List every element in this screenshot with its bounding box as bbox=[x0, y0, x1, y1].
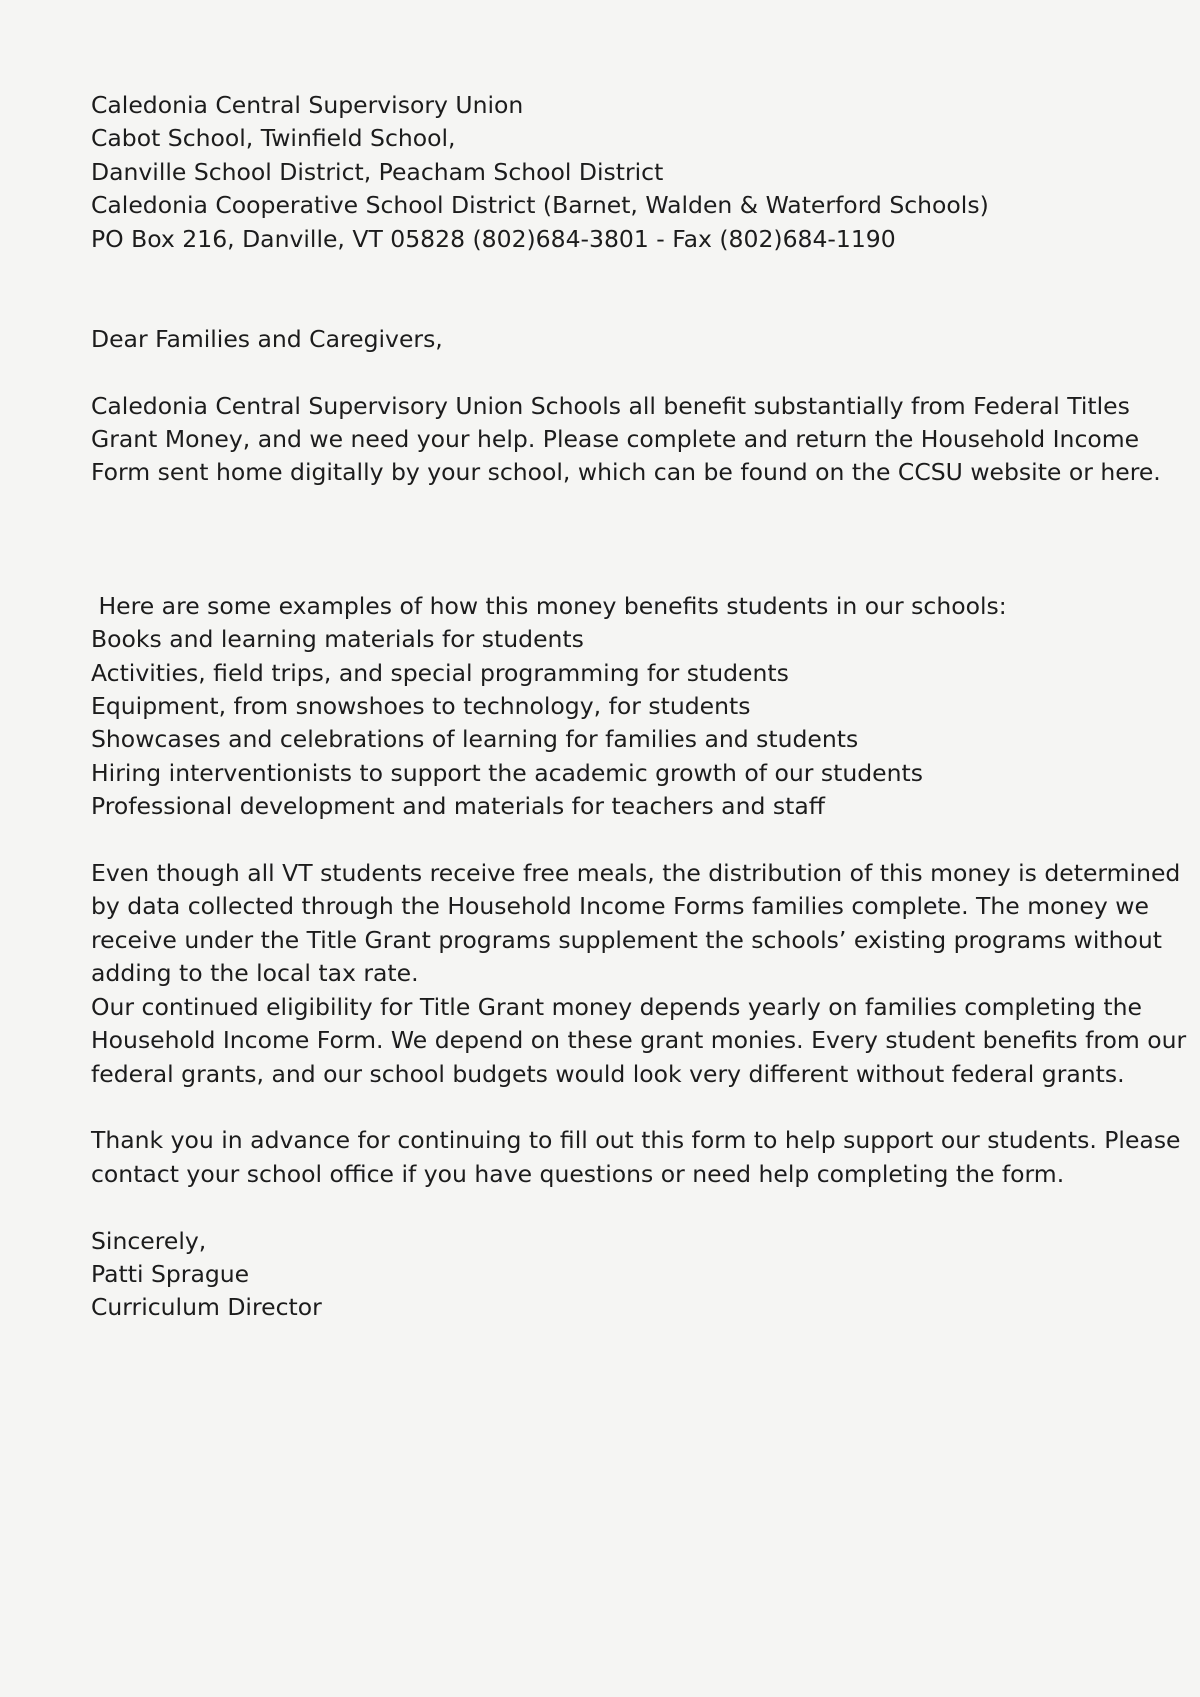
example-item: Books and learning materials for students bbox=[91, 625, 584, 654]
example-item: Showcases and celebrations of learning for families and students bbox=[91, 725, 859, 754]
letterhead bbox=[91, 89, 1196, 256]
spacer bbox=[91, 1091, 1196, 1124]
spacer bbox=[91, 256, 1196, 323]
signer-name: Patti Sprague bbox=[91, 1259, 250, 1288]
examples-intro: Here are some examples of how this money benefits students in our schools: bbox=[91, 591, 1007, 620]
letter-body bbox=[91, 89, 1196, 1325]
closing: Sincerely, bbox=[91, 1226, 207, 1255]
spacer bbox=[91, 824, 1196, 857]
example-item: Hiring interventionists to support the academic growth of our students bbox=[91, 758, 923, 787]
letterhead-org-name: Caledonia Central Supervisory Union bbox=[91, 91, 524, 119]
spacer bbox=[91, 490, 1196, 590]
signature-block bbox=[91, 1225, 1196, 1325]
intro-paragraph: Caledonia Central Supervisory Union Schools all benefit substantially from Federal Titles Grant Money, and we need your help. Please complete and return the Household Income Form sent home digitally by your school, which can be found on the CCSU website or here. bbox=[91, 391, 1161, 487]
salutation: Dear Families and Caregivers, bbox=[91, 324, 443, 353]
letterhead-schools-line-1: Cabot School, Twinfield School, bbox=[91, 124, 456, 153]
meals-paragraph: Even though all VT students receive free meals, the distribution of this money is determined by data collected through the Household Income Forms families complete. The money we receive under the Title Grant programs supplement the schools’ existing programs without adding to the local tax rate. bbox=[91, 859, 1181, 988]
spacer bbox=[91, 356, 1196, 389]
letterhead-schools-line-2: Danville School District, Peacham School District bbox=[91, 157, 664, 186]
spacer bbox=[91, 1191, 1196, 1224]
signer-title: Curriculum Director bbox=[91, 1293, 322, 1322]
letterhead-schools-line-3: Caledonia Cooperative School District (Barnet, Walden & Waterford Schools) bbox=[91, 191, 989, 220]
letterhead-contact-line: PO Box 216, Danville, VT 05828 (802)684-3801 - Fax (802)684-1190 bbox=[91, 224, 896, 253]
eligibility-paragraph: Our continued eligibility for Title Grant money depends yearly on families completing the Household Income Form. We depend on these grant monies. Every student benefits from our federal grants, and our school budgets would look very different without federal grants. bbox=[91, 992, 1187, 1088]
example-item: Professional development and materials for teachers and staff bbox=[91, 792, 825, 821]
example-item: Equipment, from snowshoes to technology, for students bbox=[91, 692, 751, 721]
thanks-paragraph: Thank you in advance for continuing to fill out this form to help support our students. Please contact your school office if you have questions or need help completing the form. bbox=[91, 1126, 1181, 1188]
example-item: Activities, field trips, and special programming for students bbox=[91, 658, 789, 687]
examples-list bbox=[91, 623, 1196, 823]
